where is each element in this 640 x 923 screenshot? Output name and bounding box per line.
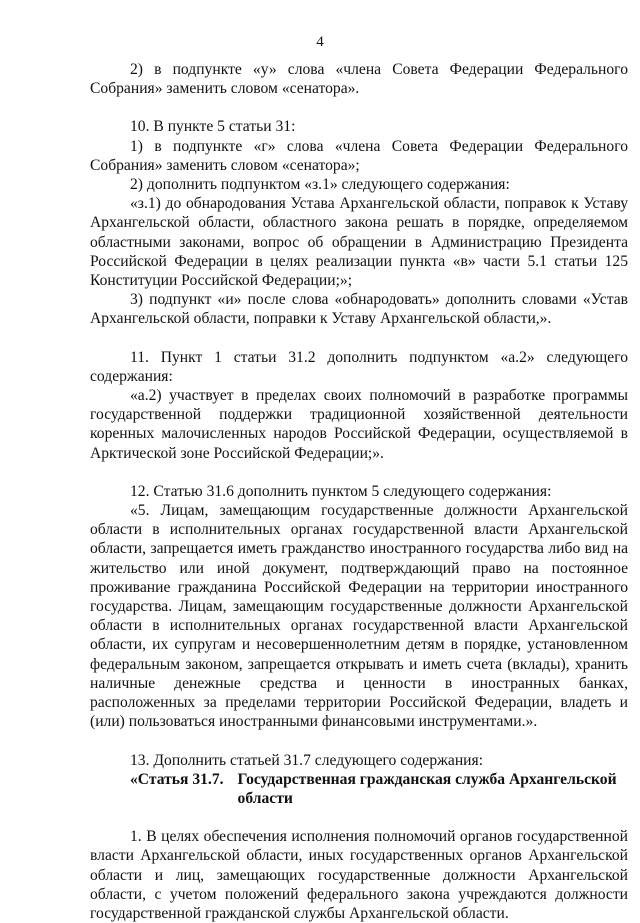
paragraph-item-12: 12. Статью 31.6 дополнить пунктом 5 следующего содержания:: [130, 482, 552, 500]
article-number: «Статья 31.7.: [130, 770, 224, 788]
paragraph-item-10-subitem-3: 3) подпункт «и» после слова «обнародовать» дополнить словами «Устав Архангельской области, поправки к Уставу Архангельской области,».: [90, 291, 628, 328]
paragraph-item-10-subitem-1: 1) в подпункте «г» слова «члена Совета Федерации Федерального Собрания» заменить словом «сенатора»;: [90, 137, 628, 174]
paragraph-item-11: 11. Пункт 1 статьи 31.2 дополнить подпунктом «а.2» следующего содержания:: [90, 348, 628, 385]
paragraph-item-13: 13. Дополнить статьей 31.7 следующего содержания:: [130, 751, 484, 769]
quoted-subitem-z1: «з.1) до обнародования Устава Архангельской области, поправок к Уставу Архангельской области, областного закона решать в порядке, определяемом областными законами, вопрос об обращении в Администрацию Президента Российской Федерации в целях реализации пункта «в» части 5.1 статьи 125 Конституции Российской Федерации;»;: [90, 195, 628, 290]
article-title: Государственная гражданская служба Архангельской области: [237, 770, 617, 807]
paragraph-item-9-subitem-2: 2) в подпункте «у» слова «члена Совета Федерации Федерального Собрания» заменить словом «сенатора».: [90, 61, 628, 98]
paragraph-item-10: 10. В пункте 5 статьи 31:: [130, 118, 296, 136]
page-number: 4: [316, 34, 324, 50]
document-body: [90, 60, 628, 923]
paragraph-item-10-subitem-2: 2) дополнить подпунктом «з.1» следующего содержания:: [130, 176, 510, 194]
article-heading: [90, 770, 628, 808]
quoted-subitem-a2: «а.2) участвует в пределах своих полномочий в разработке программы государственной поддержки традиционной хозяйственной деятельности коренных малочисленных народов Российской Федерации, осуществляемой в Арктической зоне Российской Федерации;».: [90, 387, 628, 462]
article-point-1: 1. В целях обеспечения исполнения полномочий органов государственной власти Архангельской области, иных государственных органов Архангельской области и лиц, замещающих государственные должности Архангельской области, с учетом положений федерального закона учреждаются должности государственной гражданской службы Архангельской области.: [90, 828, 628, 922]
quoted-point-5: «5. Лицам, замещающим государственные должности Архангельской области в исполнительных органах государственной власти Архангельской области, запрещается иметь гражданство иностранного государства либо вид на жительство или иной документ, подтверждающий право на постоянное проживание гражданина Российской Федерации на территории иностранного государства. Лицам, замещающим государственные должности Архангельской области в исполнительных органах государственной власти Архангельской области, их супругам и несовершеннолетним детям в порядке, установленном федеральным законом, запрещается открывать и иметь счета (вклады), хранить наличные денежные средства и ценности в иностранных банках, расположенных за пределами территории Российской Федерации, владеть и (или) пользоваться иностранными финансовыми инструментами.».: [90, 502, 628, 731]
